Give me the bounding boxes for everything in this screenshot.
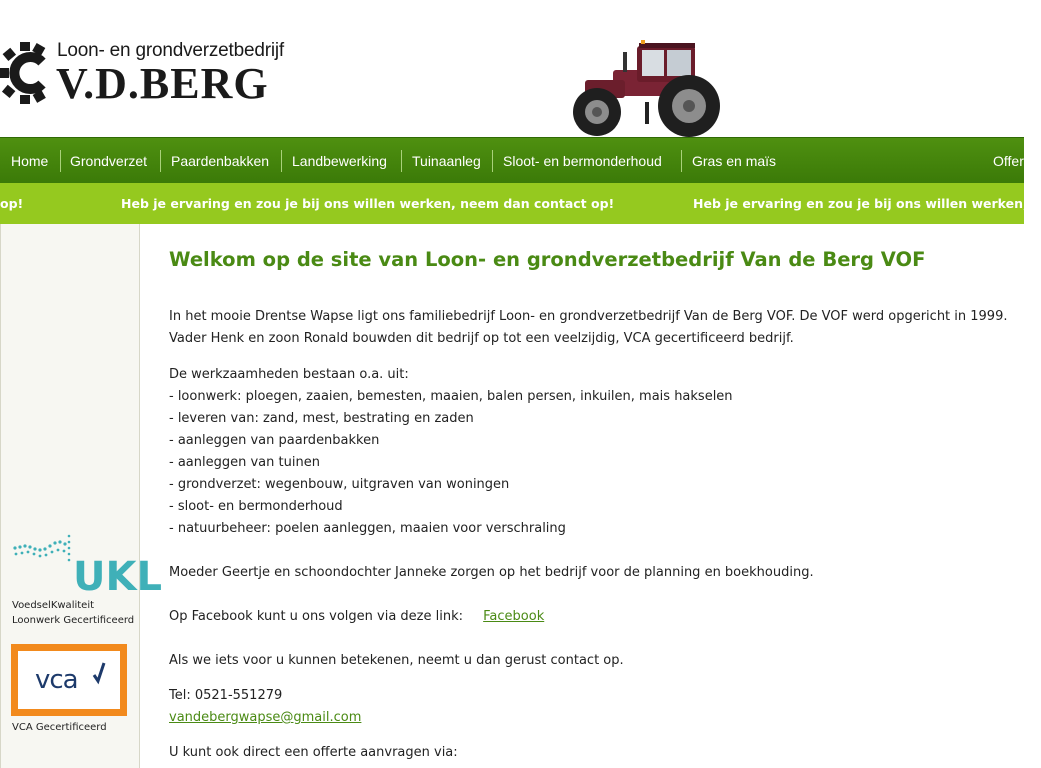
page-title: Welkom op de site van Loon- en grondverzetbedrijf Van de Berg VOF (169, 248, 926, 271)
scrolling-announcement (0, 183, 1041, 224)
checkmark-icon (92, 661, 106, 683)
phone-number: Tel: 0521-551279 (169, 688, 283, 703)
nav-item-tuinaanleg[interactable]: Tuinaanleg (412, 153, 481, 169)
logo-tagline: Loon- en grondverzetbedrijf (57, 40, 284, 61)
vca-logo-text: vca (35, 665, 78, 695)
facebook-text: Op Facebook kunt u ons volgen via deze link: (169, 609, 463, 624)
sidebar (0, 224, 162, 768)
nav-item-sloot-en-bermonderhoud[interactable]: Sloot- en bermonderhoud (503, 153, 662, 169)
nav-item-grondverzet[interactable]: Grondverzet (70, 153, 148, 169)
nav-divider (492, 150, 493, 172)
site-logo[interactable] (0, 38, 300, 108)
list-item: - leveren van: zand, mest, bestrating en zaden (169, 411, 474, 426)
nav-item-offerte[interactable]: Offer (993, 153, 1024, 169)
announcement-text: Heb je ervaring en zou je bij ons willen werken, neem dan contact op! (121, 196, 615, 211)
nav-divider (401, 150, 402, 172)
list-item: - natuurbeheer: poelen aanleggen, maaien voor verschraling (169, 521, 566, 536)
vca-logo[interactable] (11, 644, 127, 716)
vca-caption: VCA Gecertificeerd (12, 722, 107, 733)
tractor-image (565, 40, 725, 138)
offerte-paragraph: U kunt ook direct een offerte aanvragen via: (169, 745, 458, 760)
nav-item-home[interactable]: Home (11, 153, 49, 169)
facebook-link[interactable]: Facebook (483, 609, 545, 624)
nav-divider (60, 150, 61, 172)
main-nav (0, 137, 1024, 183)
nav-divider (160, 150, 161, 172)
nav-item-gras-en-mais[interactable]: Gras en maïs (692, 153, 777, 169)
list-item: - grondverzet: wegenbouw, uitgraven van woningen (169, 477, 510, 492)
list-item: - aanleggen van tuinen (169, 455, 320, 470)
contact-paragraph: Als we iets voor u kunnen betekenen, neemt u dan gerust contact op. (169, 653, 624, 668)
ukl-caption: Loonwerk Gecertificeerd (12, 615, 135, 626)
logo-title: V.D.BERG (56, 59, 269, 108)
intro-paragraph: In het mooie Drentse Wapse ligt ons familiebedrijf Loon- en grondverzetbedrijf Van de Berg VOF. De VOF werd opgericht in 1999. (169, 309, 1008, 324)
list-heading: De werkzaamheden bestaan o.a. uit: (169, 367, 409, 382)
announcement-fragment: Heb je ervaring en zou je bij ons willen werken, n (693, 196, 1041, 211)
nav-item-landbewerking[interactable]: Landbewerking (292, 153, 387, 169)
gear-icon (0, 42, 54, 104)
facebook-paragraph (169, 606, 544, 628)
ukl-logo-text: UKL (73, 554, 162, 600)
nav-item-paardenbakken[interactable]: Paardenbakken (171, 153, 270, 169)
announcement-fragment: op! (0, 196, 24, 211)
list-item: - loonwerk: ploegen, zaaien, bemesten, maaien, balen persen, inkuilen, mais hakselen (169, 389, 733, 404)
list-item: - sloot- en bermonderhoud (169, 499, 343, 514)
site-header (0, 0, 1024, 137)
nav-divider (281, 150, 282, 172)
email-link[interactable]: vandebergwapse@gmail.com (169, 710, 362, 725)
list-item: - aanleggen van paardenbakken (169, 433, 380, 448)
intro-paragraph: Vader Henk en zoon Ronald bouwden dit bedrijf op tot een veelzijdig, VCA gecertificeerd bedrijf. (169, 331, 794, 346)
ukl-caption: VoedselKwaliteit (12, 600, 95, 611)
planning-paragraph: Moeder Geertje en schoondochter Janneke zorgen op het bedrijf voor de planning en boekhouding. (169, 565, 814, 580)
ukl-logo[interactable] (11, 528, 162, 600)
nav-divider (681, 150, 682, 172)
